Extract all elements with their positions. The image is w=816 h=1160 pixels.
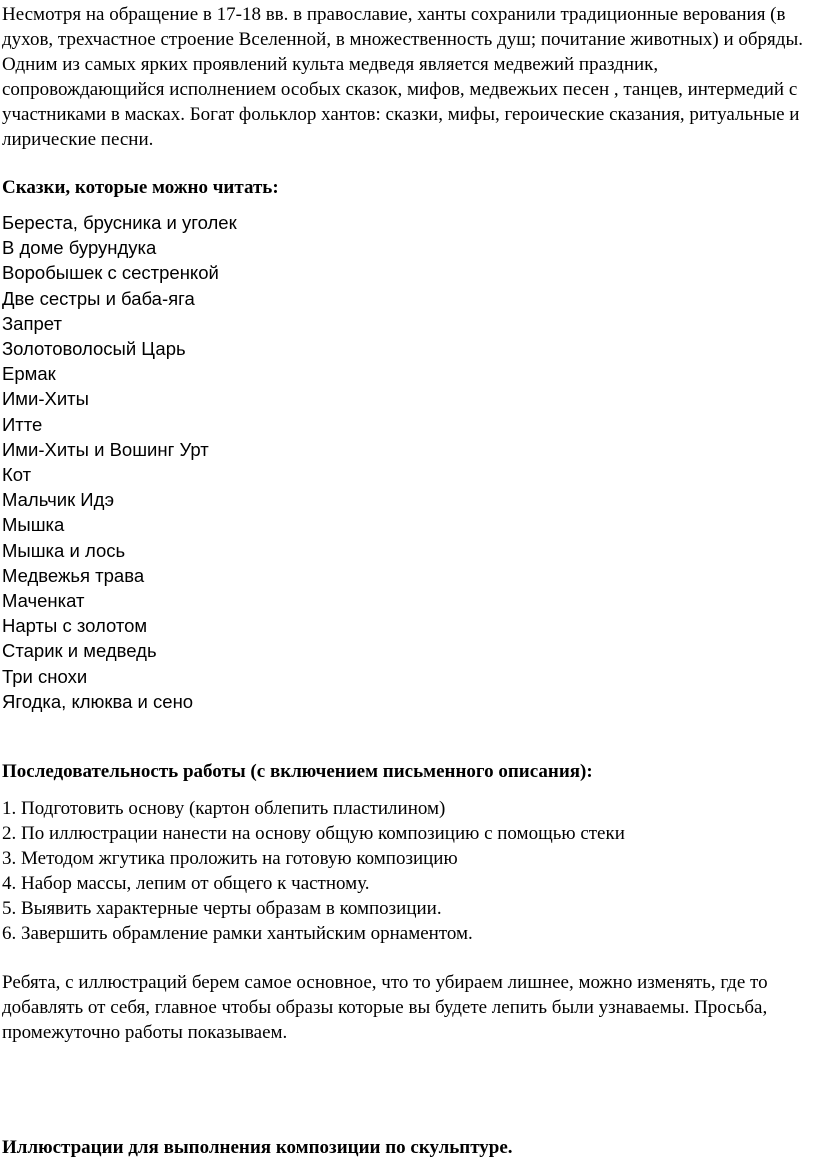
step-item: 5. Выявить характерные черты образам в композиции.: [2, 898, 442, 920]
list-item: Ими-Хиты и Вошинг Урт: [2, 438, 209, 460]
list-item: Маченкат: [2, 590, 85, 612]
list-item: Кот: [2, 464, 32, 486]
tales-heading: Сказки, которые можно читать:: [2, 177, 279, 198]
step-item: 2. По иллюстрации нанести на основу общую композицию с помощью стеки: [2, 823, 625, 845]
list-item: Ягодка, клюква и сено: [2, 690, 194, 712]
list-item: Запрет: [2, 312, 62, 334]
list-item: Мышка и лось: [2, 539, 126, 561]
list-item: Нарты с золотом: [2, 615, 148, 637]
tales-list: [2, 210, 816, 714]
step-item: 4. Набор массы, лепим от общего к частному.: [2, 873, 370, 895]
step-item: 3. Методом жгутика проложить на готовую композицию: [2, 848, 458, 870]
steps-heading: Последовательность работы (с включением письменного описания):: [2, 761, 593, 783]
intro-paragraph: Несмотря на обращение в 17-18 вв. в православие, ханты сохранили традиционные верования (в духов, трехчастное строение Вселенной, в множественность душ; почитание животных) и обряды. Одним из самых ярких проявлений культа медведя является медвежий праздник, сопровождающийся исполнением особых сказок, мифов, медвежьих песен , танцев, интермедий с участниками в масках. Богат фольклор хантов: сказки, мифы, героические сказания, ритуальные и лирические песни.: [2, 4, 803, 150]
list-item: Три снохи: [2, 665, 88, 687]
list-item: Медвежья трава: [2, 564, 145, 586]
note-paragraph: Ребята, с иллюстраций берем самое основное, что то убираем лишнее, можно изменять, где то добавлять от себя, главное чтобы образы которые вы будете лепить были узнаваемы. Просьба, промежуточно работы показываем.: [2, 972, 768, 1044]
steps-list: [2, 796, 816, 946]
list-item: Итте: [2, 413, 43, 435]
list-item: Ермак: [2, 363, 56, 385]
list-item: Береста, брусника и уголек: [2, 212, 237, 233]
step-item: 1. Подготовить основу (картон облепить пластилином): [2, 798, 446, 820]
list-item: Мышка: [2, 514, 65, 536]
list-item: Золотоволосый Царь: [2, 338, 186, 360]
list-item: Старик и медведь: [2, 640, 157, 662]
illustrations-heading: Иллюстрации для выполнения композиции по скульптуре.: [2, 1137, 513, 1159]
list-item: Две сестры и баба-яга: [2, 287, 195, 309]
list-item: Ими-Хиты: [2, 388, 89, 410]
list-item: Воробышек с сестренкой: [2, 262, 219, 284]
list-item: В доме бурундука: [2, 237, 157, 259]
step-item: 6. Завершить обрамление рамки хантыйским орнаментом.: [2, 923, 473, 945]
list-item: Мальчик Идэ: [2, 489, 115, 511]
